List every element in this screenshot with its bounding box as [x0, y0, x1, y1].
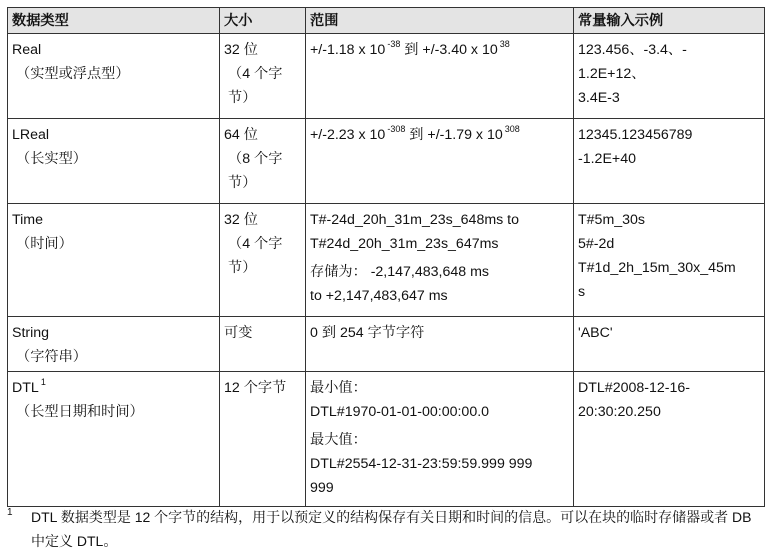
- footnote-marker: 1: [7, 507, 13, 518]
- type-cell: [8, 372, 220, 507]
- size-line: 64 位: [224, 127, 258, 143]
- type-description: （字符串）: [16, 349, 87, 365]
- size-line: 12 个字节: [224, 380, 287, 396]
- range-cell: [306, 34, 574, 119]
- size-cell: [220, 372, 306, 507]
- range-label: 最小值：: [310, 380, 367, 396]
- range-text: 到 +/-3.40 x 10: [400, 42, 498, 58]
- header-example: 常量输入示例: [574, 8, 765, 34]
- range-line: [310, 38, 573, 62]
- size-line: 节）: [228, 90, 257, 106]
- range-exponent: -308: [387, 124, 406, 134]
- example-cell: [574, 372, 765, 507]
- type-description: （实型或浮点型）: [16, 66, 130, 82]
- example-line: 123.456、-3.4、-: [578, 42, 687, 58]
- type-cell: [8, 34, 220, 119]
- type-description: （长型日期和时间）: [16, 404, 144, 420]
- type-description: （长实型）: [16, 151, 87, 167]
- range-line: T#24d_20h_31m_23s_647ms: [310, 236, 499, 252]
- size-line: 节）: [228, 175, 257, 191]
- type-cell: [8, 204, 220, 317]
- type-name-line: [12, 376, 219, 400]
- size-line: 节）: [228, 260, 257, 276]
- range-cell: [306, 204, 574, 317]
- example-cell: [574, 119, 765, 204]
- example-line: T#5m_30s: [578, 212, 646, 228]
- footnote-text: DTL 数据类型是 12 个字节的结构，用于以预定义的结构保存有关日期和时间的信息。可以在块的临时存储器或者 DB 中定义 DTL。: [31, 509, 752, 549]
- size-cell: [220, 34, 306, 119]
- range-storage-line: to +2,147,483,647 ms: [310, 288, 448, 304]
- example-line: s: [578, 284, 586, 300]
- header-range: 范围: [306, 8, 574, 34]
- type-name: LReal: [12, 127, 50, 143]
- range-exponent: 308: [504, 124, 520, 134]
- size-line: 可变: [224, 325, 253, 341]
- table-row: [8, 34, 765, 119]
- range-label: 最大值：: [310, 432, 367, 448]
- size-cell: [220, 204, 306, 317]
- range-line: T#-24d_20h_31m_23s_648ms to: [310, 212, 520, 228]
- type-cell: [8, 119, 220, 204]
- size-line: （4 个字: [228, 236, 283, 252]
- range-exponent: -38: [387, 39, 401, 49]
- range-line: [310, 123, 573, 147]
- example-line: -1.2E+40: [578, 151, 636, 167]
- range-text: +/-2.23 x 10: [310, 127, 386, 143]
- type-name: DTL: [12, 380, 39, 396]
- type-description: （时间）: [16, 236, 73, 252]
- example-cell: [574, 34, 765, 119]
- range-cell: [306, 372, 574, 507]
- footnote: [7, 505, 764, 553]
- header-size: 大小: [220, 8, 306, 34]
- range-line: 999: [310, 480, 334, 496]
- size-line: （4 个字: [228, 66, 283, 82]
- table-row: [8, 317, 765, 372]
- range-text: +/-1.18 x 10: [310, 42, 386, 58]
- range-storage-line: 存储为： -2,147,483,648 ms: [310, 264, 489, 280]
- range-line: 0 到 254 字节字符: [310, 325, 425, 341]
- example-line: 1.2E+12、: [578, 66, 646, 82]
- example-line: T#1d_2h_15m_30x_45m: [578, 260, 736, 276]
- data-types-table: [7, 7, 765, 507]
- type-name: String: [12, 325, 50, 341]
- example-line: 20:30:20.250: [578, 404, 661, 420]
- range-line: DTL#1970-01-01-00:00:00.0: [310, 404, 490, 420]
- range-text: 到 +/-1.79 x 10: [405, 127, 503, 143]
- table-header-row: [8, 8, 765, 34]
- size-line: 32 位: [224, 42, 258, 58]
- range-exponent: 38: [499, 39, 510, 49]
- example-line: DTL#2008-12-16-: [578, 380, 690, 396]
- type-name: Time: [12, 212, 44, 228]
- range-cell: [306, 317, 574, 372]
- footnote-reference: 1: [40, 377, 46, 387]
- table-row: [8, 119, 765, 204]
- size-cell: [220, 119, 306, 204]
- size-line: （8 个字: [228, 151, 283, 167]
- range-cell: [306, 119, 574, 204]
- size-line: 32 位: [224, 212, 258, 228]
- range-line: DTL#2554-12-31-23:59:59.999 999: [310, 456, 533, 472]
- size-cell: [220, 317, 306, 372]
- example-line: 12345.123456789: [578, 127, 693, 143]
- example-line: 3.4E-3: [578, 90, 620, 106]
- header-data-type: 数据类型: [8, 8, 220, 34]
- example-cell: [574, 204, 765, 317]
- example-cell: [574, 317, 765, 372]
- type-cell: [8, 317, 220, 372]
- type-name: Real: [12, 42, 42, 58]
- table-row: [8, 204, 765, 317]
- example-line: 'ABC': [578, 325, 613, 341]
- table-row: [8, 372, 765, 507]
- example-line: 5#-2d: [578, 236, 615, 252]
